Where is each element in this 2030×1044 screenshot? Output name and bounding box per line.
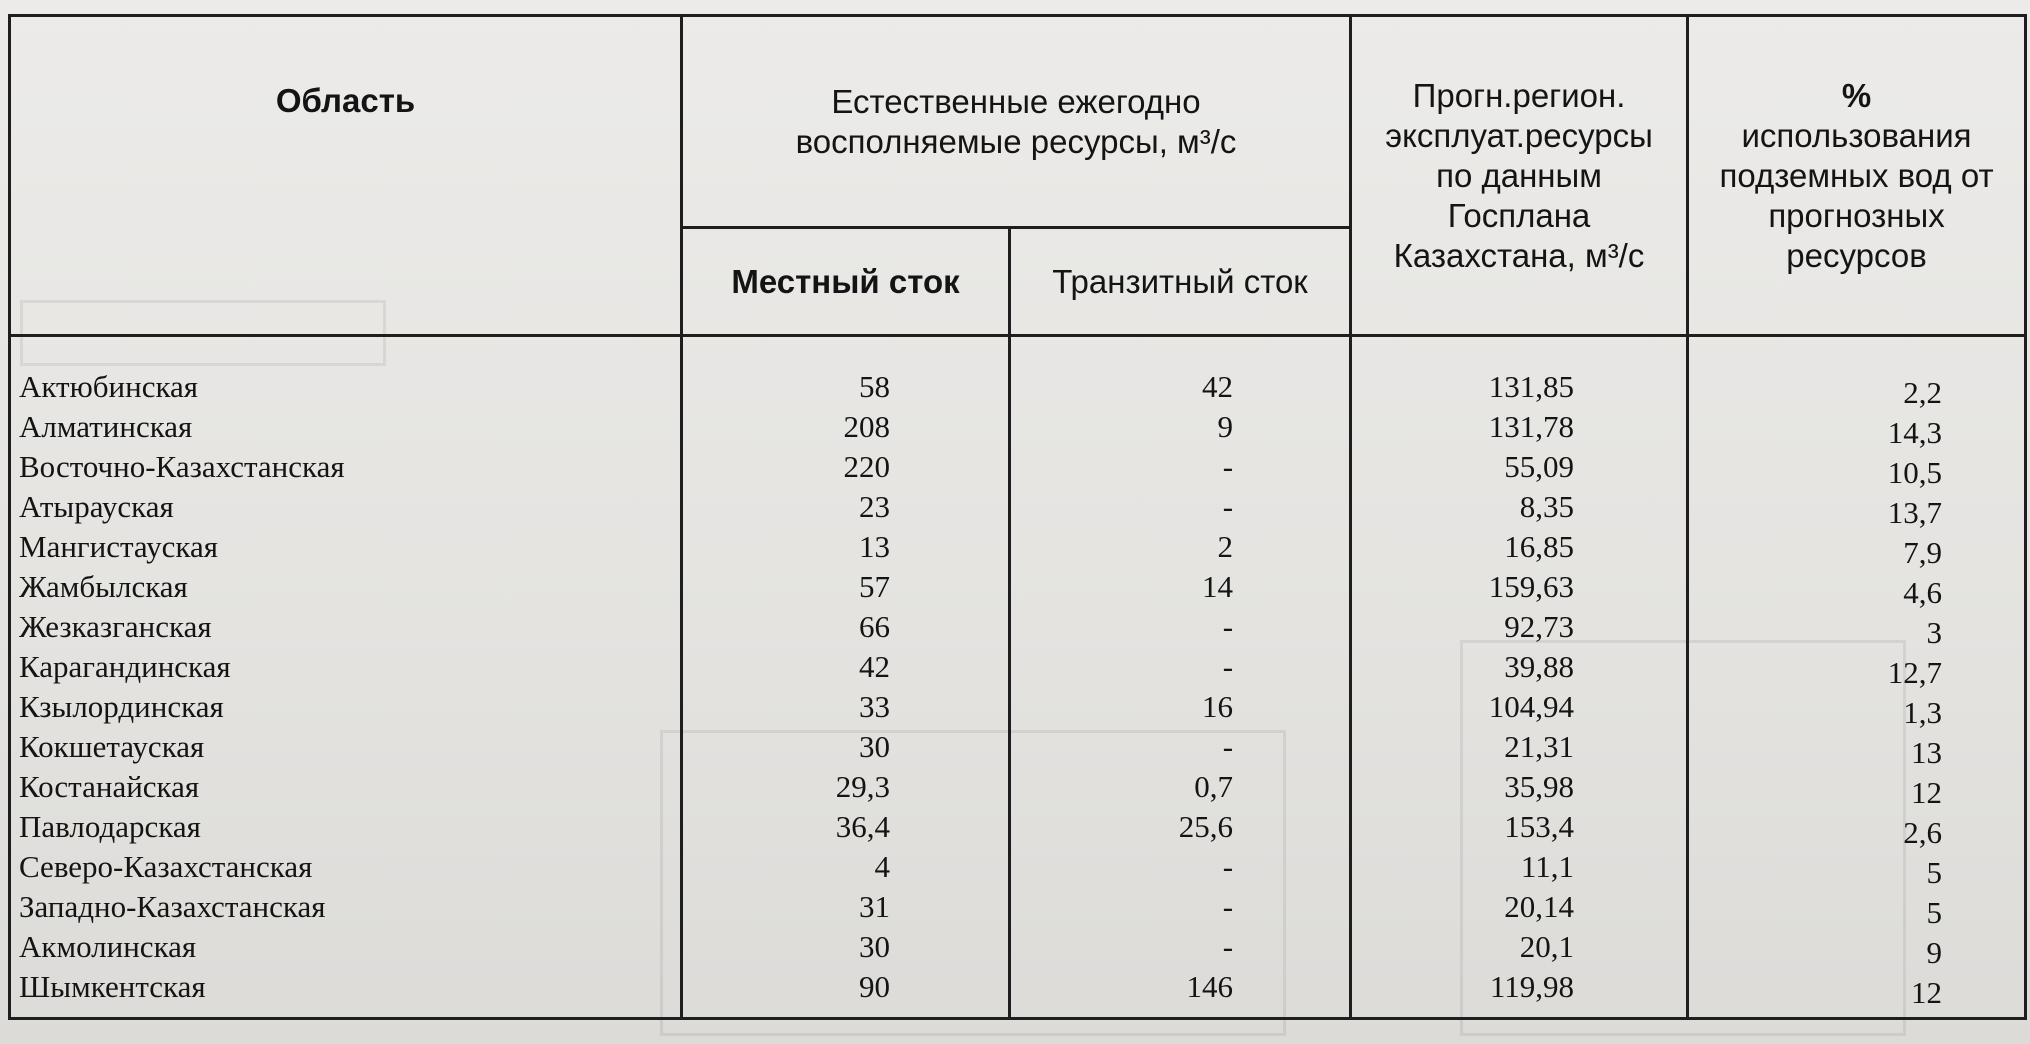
transit-runoff-cell: 14 [1202, 569, 1234, 604]
percent-cell: 5 [1926, 895, 1943, 930]
forecast-cell: 35,98 [1504, 769, 1575, 804]
forecast-column [1351, 336, 1688, 1019]
forecast-cell: 20,1 [1519, 929, 1575, 964]
local-runoff-cell: 36,4 [835, 809, 890, 844]
local-runoff-cell: 29,3 [835, 769, 890, 804]
forecast-cell: 153,4 [1504, 809, 1575, 844]
header-local-runoff [682, 228, 1010, 336]
region-cell: Восточно-Казахстанская [19, 449, 345, 484]
header-transit-runoff [1010, 228, 1351, 336]
forecast-cell: 119,98 [1489, 969, 1575, 1004]
transit-runoff-cell: 16 [1202, 689, 1234, 724]
transit-runoff-cell: - [1222, 889, 1234, 924]
region-cell: Актюбинская [19, 369, 199, 404]
local-runoff-cell: 66 [859, 609, 890, 644]
header-region-label: Область [275, 82, 416, 119]
local-runoff-column [682, 336, 1010, 1019]
percent-cell: 12 [1911, 975, 1943, 1010]
local-runoff-cell: 42 [859, 649, 890, 684]
transit-runoff-cell: - [1222, 609, 1234, 644]
percent-cell: 7,9 [1903, 535, 1943, 570]
transit-runoff-cell: 25,6 [1178, 809, 1234, 844]
header-row-top [10, 16, 2026, 228]
forecast-cell: 104,94 [1488, 689, 1575, 724]
transit-runoff-cell: - [1222, 849, 1234, 884]
header-forecast-label: Прогн.регион. эксплуат.ресурсы по данным Госплана Казахстана, м³/с [1385, 76, 1653, 274]
table-body-row [10, 336, 2026, 1019]
percent-cell: 1,3 [1903, 695, 1943, 730]
region-cell: Павлодарская [19, 809, 201, 844]
local-runoff-cell: 90 [859, 969, 890, 1004]
local-runoff-cell: 30 [859, 929, 890, 964]
header-percent-label: использования подземных вод от прогнозных ресурсов [1719, 116, 1994, 274]
transit-runoff-cell: - [1222, 729, 1234, 764]
region-cell: Западно-Казахстанская [19, 889, 326, 924]
percent-cell: 14,3 [1887, 415, 1943, 450]
transit-runoff-cell: - [1222, 929, 1234, 964]
local-runoff-cell: 23 [859, 489, 890, 524]
percent-column [1688, 336, 2026, 1019]
percent-cell: 12,7 [1887, 655, 1943, 690]
percent-cell: 10,5 [1887, 455, 1943, 490]
transit-runoff-cell: - [1222, 489, 1234, 524]
region-cell: Мангистауская [19, 529, 218, 564]
percent-cell: 2,2 [1903, 375, 1943, 410]
transit-runoff-cell: 146 [1186, 969, 1234, 1004]
percent-cell: 2,6 [1903, 815, 1943, 850]
region-column [10, 336, 682, 1019]
header-local-runoff-label: Местный сток [731, 262, 960, 300]
local-runoff-cell: 4 [874, 849, 890, 884]
header-natural-resources-label: Естественные ежегодно восполняемые ресурсы, м³/с [795, 82, 1237, 160]
transit-runoff-cell: 2 [1217, 529, 1234, 564]
percent-cell: 4,6 [1903, 575, 1943, 610]
local-runoff-cell: 208 [843, 409, 890, 444]
header-transit-runoff-label: Транзитный сток [1052, 262, 1308, 300]
forecast-cell: 55,09 [1504, 449, 1575, 484]
transit-runoff-cell: 0,7 [1194, 769, 1234, 804]
local-runoff-cell: 57 [859, 569, 890, 604]
percent-cell: 5 [1926, 855, 1943, 890]
forecast-cell: 159,63 [1488, 569, 1575, 604]
transit-runoff-column [1010, 336, 1351, 1019]
forecast-cell: 8,35 [1519, 489, 1575, 524]
header-percent-symbol: % [1841, 76, 1872, 114]
percent-cell: 9 [1926, 935, 1943, 970]
region-cell: Костанайская [19, 769, 200, 804]
forecast-cell: 92,73 [1504, 609, 1575, 644]
forecast-cell: 131,85 [1488, 369, 1575, 404]
percent-cell: 3 [1926, 615, 1943, 650]
percent-cell: 12 [1911, 775, 1943, 810]
header-natural-resources [682, 16, 1351, 228]
forecast-cell: 16,85 [1504, 529, 1575, 564]
region-cell: Карагандинская [19, 649, 231, 684]
local-runoff-cell: 31 [859, 889, 890, 924]
header-percent [1688, 16, 2026, 336]
forecast-cell: 21,31 [1504, 729, 1575, 764]
region-cell: Жезказганская [19, 609, 212, 644]
local-runoff-cell: 13 [859, 529, 890, 564]
header-region [10, 16, 682, 336]
groundwater-resources-table [8, 14, 2027, 1020]
region-cell: Кзылординская [19, 689, 224, 724]
region-cell: Атырауская [19, 489, 174, 524]
region-cell: Алматинская [19, 409, 193, 444]
forecast-cell: 39,88 [1504, 649, 1575, 684]
region-cell: Акмолинская [19, 929, 197, 964]
percent-cell: 13,7 [1887, 495, 1943, 530]
percent-cell: 13 [1911, 735, 1943, 770]
forecast-cell: 131,78 [1488, 409, 1575, 444]
transit-runoff-cell: - [1222, 449, 1234, 484]
region-cell: Жамбылская [19, 569, 188, 604]
region-cell: Кокшетауская [19, 729, 205, 764]
local-runoff-cell: 220 [843, 449, 890, 484]
forecast-cell: 20,14 [1504, 889, 1575, 924]
transit-runoff-cell: - [1222, 649, 1234, 684]
forecast-cell: 11,1 [1520, 849, 1575, 884]
local-runoff-cell: 58 [859, 369, 890, 404]
local-runoff-cell: 30 [859, 729, 890, 764]
transit-runoff-cell: 9 [1217, 409, 1234, 444]
region-cell: Северо-Казахстанская [19, 849, 313, 884]
transit-runoff-cell: 42 [1202, 369, 1234, 404]
local-runoff-cell: 33 [859, 689, 890, 724]
header-forecast [1351, 16, 1688, 336]
region-cell: Шымкентская [19, 969, 206, 1004]
